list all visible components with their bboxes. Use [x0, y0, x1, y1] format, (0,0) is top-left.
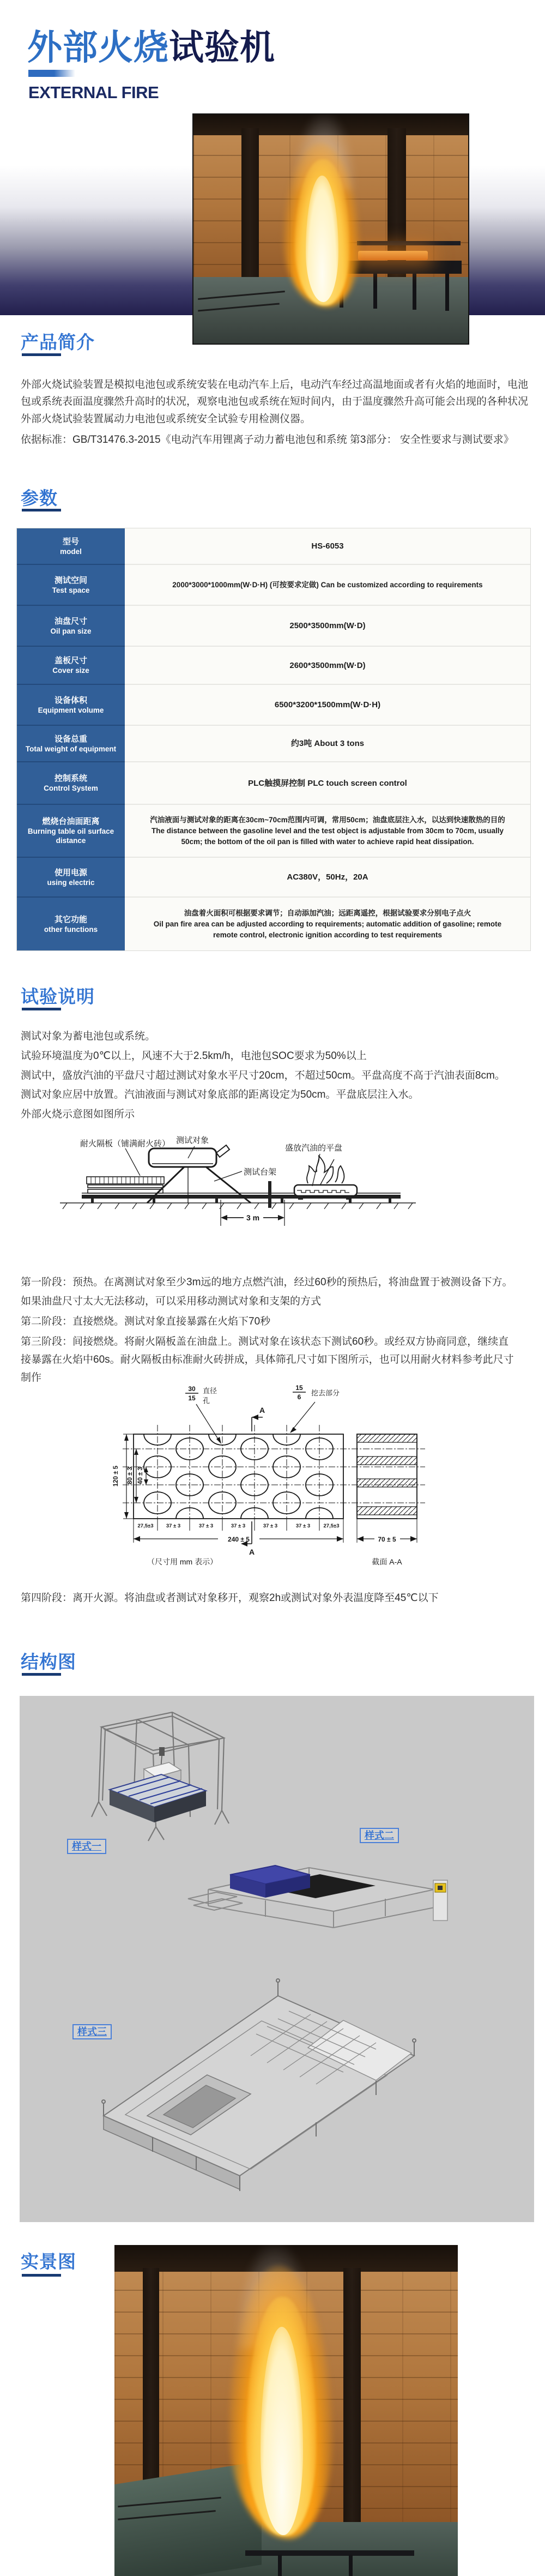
intro-line: 外部火烧试验装置是模拟电池包或系统安装在电动汽车上后，电动汽车经过高温地面或者有火焰的地面时，电池: [21, 379, 529, 390]
test-line: 试验环境温度为0℃以上，风速不大于2.5km/h，电池包SOC要求为50%以上: [21, 1050, 367, 1062]
param-label-en: Equipment volume: [38, 706, 104, 714]
table-row: [17, 647, 530, 685]
table-row: [17, 762, 530, 805]
dim-note: （尺寸用 mm 表示）: [147, 1557, 218, 1566]
stage-line: 第一阶段：预热。在离测试对象至少3m远的地方点燃汽油，经过60秒的预热后，将油盘置于被测设备下方。: [21, 1277, 513, 1288]
table-row: [17, 726, 530, 762]
rig-leg-graphic: [349, 2555, 353, 2576]
table-row: [17, 528, 530, 565]
diagram-dim-3m: 3 m: [246, 1213, 260, 1222]
section-heading-structure: 结构图: [21, 1652, 76, 1672]
section-underline: [22, 509, 61, 511]
param-label-zh: 测试空间: [54, 575, 87, 585]
dim-edge: 27,5±3: [137, 1523, 154, 1529]
param-value: remote control, electronic ignition according to test requirements: [213, 930, 443, 939]
rig-leg-graphic: [373, 274, 377, 309]
test-line: 测试中，盛放汽油的平盘尺寸超过测试对象水平尺寸20cm，不超过50cm。平盘高度不高于汽油表面8cm。: [21, 1070, 505, 1081]
dim-cut-bottom: 6: [297, 1393, 301, 1401]
dim-120: 120 ± 5: [113, 1465, 119, 1487]
rig-leg-graphic: [278, 2555, 282, 2576]
cad-render-platform: [71, 1969, 441, 2198]
table-row: [17, 858, 530, 898]
dim-80: 80 ± 3: [127, 1467, 134, 1484]
table-row: [17, 805, 530, 858]
param-value: The distance between the gasoline level and the test object is adjustable from 30cm to 70cm, usually: [152, 826, 504, 835]
param-label-zh: 油盘尺寸: [54, 616, 87, 626]
param-label-zh: 控制系统: [54, 774, 87, 783]
test-line: 外部火烧示意图如图所示: [21, 1109, 135, 1120]
dim-hole-text2: 孔: [203, 1397, 210, 1405]
hero-photo: [192, 113, 469, 345]
param-label-en: model: [60, 547, 82, 556]
dim-40: 40 ± 3: [137, 1467, 144, 1484]
table-row: [17, 898, 530, 950]
param-value: AC380V，50Hz，20A: [287, 872, 368, 882]
firebrick-dimension-diagram: [109, 1382, 425, 1573]
param-label-zh: 型号: [62, 537, 79, 546]
param-label-zh: 燃烧台油面距离: [42, 817, 100, 826]
cad-render-gantry: [80, 1708, 243, 1844]
rig-leg-graphic: [445, 274, 449, 311]
structure-image: [20, 1696, 534, 2222]
stage4-line: 第四阶段：离开火源。将油盘或者测试对象移开，观察2h或测试对象外表温度降至45℃以下: [21, 1592, 439, 1604]
test-rig-graphic: [357, 241, 461, 245]
section-underline: [22, 1008, 61, 1010]
dim-cut-text: 挖去部分: [311, 1389, 340, 1397]
param-label-zh: 使用电源: [54, 868, 87, 877]
section-a-top: A: [259, 1406, 265, 1415]
stage-line: 接暴露在火焰中60s。耐火隔板由标准耐火砖拼成，具体筛孔尺寸如下图所示，也可以用耐火材料参考此尺寸: [21, 1354, 514, 1365]
section-caption: 截面 A-A: [372, 1557, 402, 1566]
dim-pitch: 37 ± 3: [231, 1523, 246, 1529]
section-underline: [22, 2274, 61, 2277]
stage-line: 第二阶段：直接燃烧。测试对象直接暴露在火焰下70秒: [21, 1316, 271, 1327]
param-label-en: Test space: [52, 586, 90, 594]
section-heading-test: 试验说明: [21, 986, 95, 1007]
page-title: [27, 20, 275, 70]
param-label-en: other functions: [44, 925, 98, 934]
style-label-3: 样式三: [72, 2024, 112, 2039]
param-value: 油盘着火面积可根据要求调节；自动添加汽油；远距离遥控，根据试验要求分别电子点火: [184, 908, 471, 917]
diagram-label-stand: 测试台架: [244, 1167, 277, 1177]
stage-line: 第三阶段：间接燃烧。将耐火隔板盖在油盘上。测试对象在该状态下测试60秒。或经双方协商同意，继续直: [21, 1336, 509, 1347]
intro-line: 外部火烧试验装置属动力电池包或系统安全试验专用检测仪器。: [21, 413, 311, 425]
diagram-label-object: 测试对象: [176, 1136, 209, 1145]
real-scene-photo: [114, 2245, 458, 2576]
test-line: 测试对象为蓄电池包或系统。: [21, 1031, 156, 1042]
page-title-highlight: 外部火烧: [27, 28, 169, 67]
dim-hole-text1: 直径: [203, 1387, 217, 1395]
dim-pitch: 37 ± 3: [263, 1523, 278, 1529]
section-heading-intro: 产品简介: [21, 332, 95, 352]
table-row: [17, 565, 530, 606]
param-value: 2500*3500mm(W·D): [289, 621, 366, 630]
rig-leg-graphic: [413, 274, 416, 310]
param-label-en: Burning table oil surface distance: [27, 827, 114, 845]
param-value: Oil pan fire area can be adjusted according to requirements; automatic addition of gasoline; remote: [153, 919, 502, 928]
dim-240: 240 ± 5: [228, 1536, 250, 1543]
param-value: 约3吨 About 3 tons: [290, 739, 365, 748]
dim-hole-bottom: 15: [188, 1394, 196, 1402]
intro-line: 包或系统表面温度骤然升高时的状况，观察电池包或系统在短时间内，由于温度骤然升高可能会出现的各种状况: [21, 396, 529, 407]
diagram-label-pan: 盛放汽油的平盘: [285, 1143, 343, 1153]
test-line: 测试对象应居中放置。汽油液面与测试对象底部的距离设定为50cm。平盘底层注入水。: [21, 1089, 419, 1100]
table-row: [17, 685, 530, 726]
title-accent-bar: [28, 70, 75, 77]
dim-70: 70 ± 5: [378, 1536, 396, 1543]
param-value: 50cm; the bottom of the oil pan is filled with water to achieve rapid heat dissipation.: [181, 837, 474, 846]
param-value: 6500*3200*1500mm(W·D·H): [274, 700, 381, 709]
param-label-zh: 设备体积: [54, 695, 87, 705]
test-setup-diagram: [52, 1133, 422, 1231]
steel-column-graphic: [241, 128, 259, 293]
params-table: [16, 528, 531, 951]
page-subtitle: EXTERNAL FIRE: [28, 83, 159, 102]
stage-line: 制作: [21, 1372, 42, 1383]
dim-pitch: 37 ± 3: [166, 1523, 181, 1529]
section-heading-real: 实景图: [21, 2252, 76, 2272]
dim-hole-top: 30: [188, 1385, 196, 1393]
test-rig-graphic: [245, 2550, 414, 2556]
param-label-en: Cover size: [52, 666, 89, 675]
dim-edge: 27,5±3: [323, 1523, 340, 1529]
param-label-zh: 其它功能: [54, 914, 87, 924]
param-label-en: Oil pan size: [50, 627, 92, 635]
cad-render-slide-table: [178, 1849, 456, 1930]
param-label-en: using electric: [47, 878, 95, 887]
style-label-1: 样式一: [67, 1839, 106, 1854]
param-value: 2000*3000*1000mm(W·D·H) (可按要求定做) Can be customized according to requirements: [172, 580, 483, 589]
param-value: 汽油液面与测试对象的距离在30cm~70cm范围内可调，常用50cm；油盘底层注入水，以达到快速散热的目的: [150, 815, 505, 824]
intro-standard-line: 依据标准：GB/T31476.3-2015《电动汽车用锂离子动力蓄电池包和系统 第3部分： 安全性要求与测试要求》: [21, 434, 514, 446]
stage-line: 如果油盘尺寸太大无法移动，可以采用移动测试对象和支架的方式: [21, 1296, 322, 1307]
param-label-zh: 设备总重: [54, 734, 87, 744]
diagram-label-board: 耐火隔板（铺满耐火砖）: [80, 1139, 171, 1148]
param-value: 2600*3500mm(W·D): [289, 660, 366, 670]
param-label-zh: 盖板尺寸: [54, 656, 87, 665]
table-row: [17, 606, 530, 647]
param-label-en: Total weight of equipment: [25, 744, 117, 753]
section-underline: [22, 1673, 61, 1676]
section-underline: [22, 353, 61, 356]
param-value: HS-6053: [311, 541, 344, 551]
section-a-bottom: A: [249, 1548, 255, 1556]
param-value: PLC触摸屏控制 PLC touch screen control: [248, 778, 407, 788]
dim-pitch: 37 ± 3: [295, 1523, 311, 1529]
section-heading-params: 参数: [21, 488, 58, 508]
page-title-rest: 试验机: [169, 28, 275, 67]
param-label-en: Control System: [44, 784, 98, 792]
dim-cut-top: 15: [295, 1384, 303, 1392]
style-label-2: 样式二: [360, 1828, 399, 1843]
dim-pitch: 37 ± 3: [198, 1523, 214, 1529]
steel-column-graphic: [343, 2268, 361, 2533]
oil-pan-graphic: [358, 251, 428, 260]
